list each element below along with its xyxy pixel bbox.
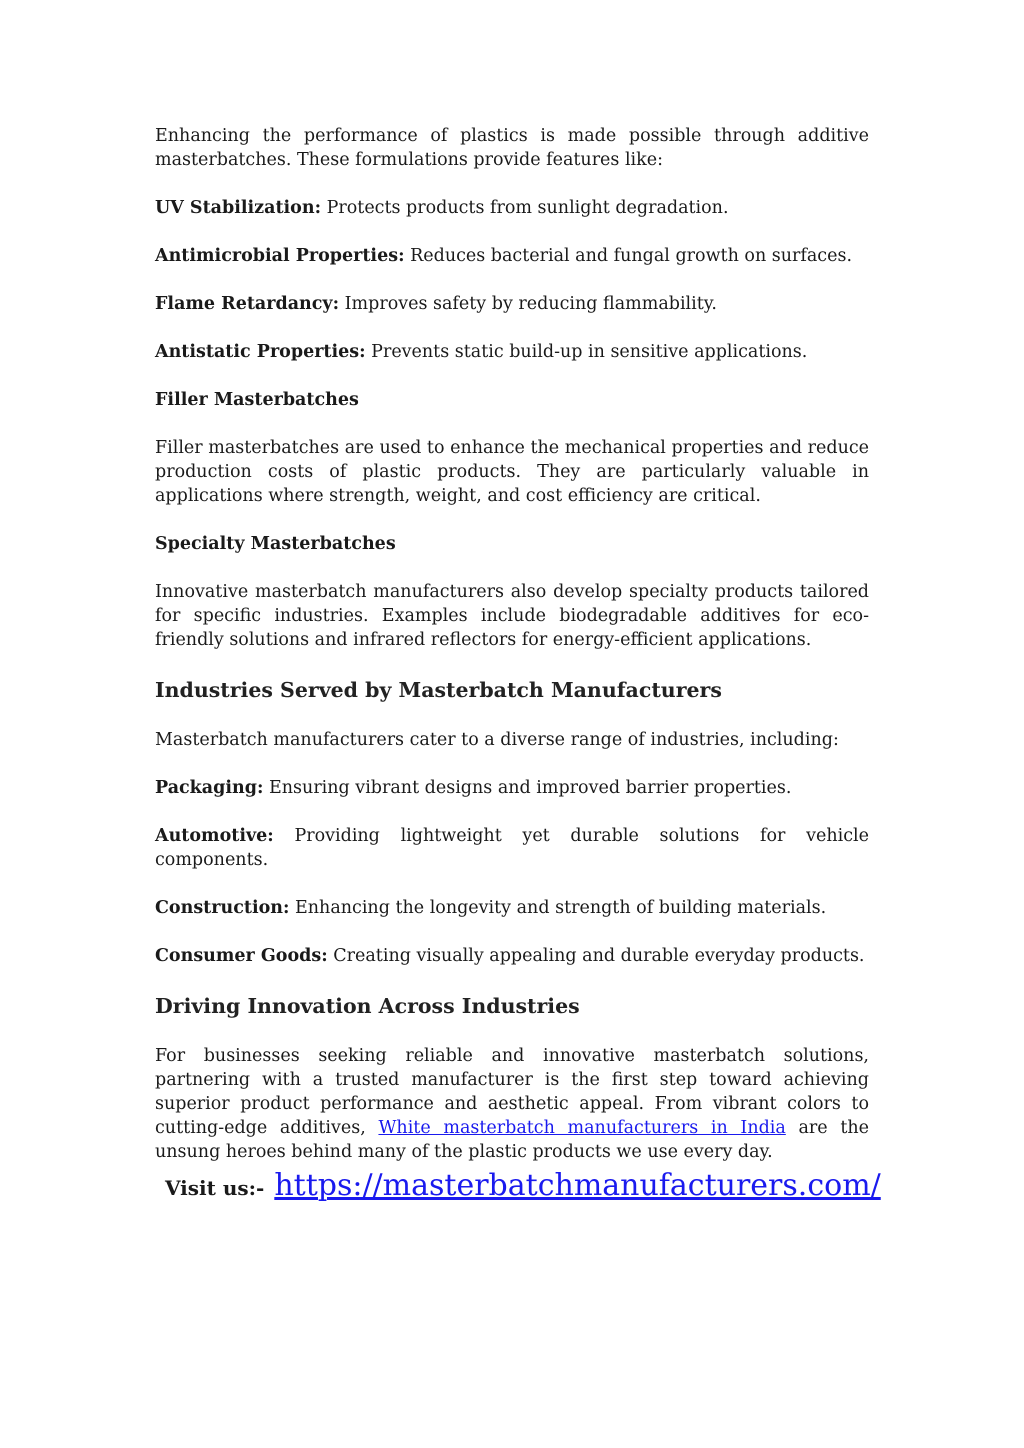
industry-term: Packaging: — [155, 778, 264, 798]
industry-term: Automotive: — [155, 826, 274, 846]
industry-description: Creating visually appealing and durable everyday products. — [327, 946, 865, 966]
feature-uv-stabilization — [155, 196, 869, 220]
industry-packaging — [155, 776, 869, 800]
industry-description: Enhancing the longevity and strength of building materials. — [289, 898, 827, 918]
specialty-paragraph: Innovative masterbatch manufacturers also develop specialty products tailored for specific industries. Examples include biodegradable additives for eco-friendly solutions and infrared reflectors for energy-efficient applications. — [155, 582, 869, 650]
feature-description: Prevents static build-up in sensitive applications. — [365, 342, 808, 362]
feature-description: Protects products from sunlight degradation. — [321, 198, 729, 218]
visit-us-line — [165, 1168, 881, 1203]
feature-term: Antimicrobial Properties: — [155, 246, 405, 266]
industry-consumer-goods — [155, 944, 869, 968]
feature-term: Flame Retardancy: — [155, 294, 340, 314]
feature-flame-retardancy — [155, 292, 869, 316]
feature-description: Improves safety by reducing flammability. — [339, 294, 717, 314]
feature-antistatic — [155, 340, 869, 364]
document-body — [155, 124, 869, 1188]
industry-term: Consumer Goods: — [155, 946, 328, 966]
feature-term: UV Stabilization: — [155, 198, 322, 218]
industries-intro: Masterbatch manufacturers cater to a diverse range of industries, including: — [155, 730, 839, 750]
innovation-text-after: are the unsung heroes behind many of the plastic products we use every day. — [155, 1118, 869, 1162]
industry-description: Providing lightweight yet durable solutions for vehicle components. — [155, 826, 869, 870]
filler-paragraph: Filler masterbatches are used to enhance the mechanical properties and reduce production costs of plastic products. They are particularly valuable in applications where strength, weight, and cost efficiency are critical. — [155, 438, 869, 506]
feature-antimicrobial — [155, 244, 869, 268]
feature-description: Reduces bacterial and fungal growth on surfaces. — [404, 246, 853, 266]
filler-heading: Filler Masterbatches — [155, 390, 359, 410]
white-masterbatch-link[interactable]: White masterbatch manufacturers in India — [378, 1118, 786, 1138]
innovation-heading: Driving Innovation Across Industries — [155, 994, 580, 1018]
feature-term: Antistatic Properties: — [155, 342, 366, 362]
specialty-heading: Specialty Masterbatches — [155, 534, 396, 554]
website-link[interactable]: https://masterbatchmanufacturers.com/ — [274, 1168, 881, 1203]
industries-heading: Industries Served by Masterbatch Manufacturers — [155, 678, 722, 702]
industry-term: Construction: — [155, 898, 290, 918]
intro-paragraph: Enhancing the performance of plastics is made possible through additive masterbatches. These formulations provide features like: — [155, 126, 869, 170]
industry-construction — [155, 896, 869, 920]
innovation-paragraph — [155, 1044, 869, 1164]
visit-us-label: Visit us:- — [165, 1176, 265, 1200]
industry-automotive — [155, 824, 869, 872]
industry-description: Ensuring vibrant designs and improved barrier properties. — [263, 778, 792, 798]
innovation-text-before: For businesses seeking reliable and innovative masterbatch solutions, partnering with a trusted manufacturer is the first step toward achieving superior product performance and aesthetic appeal. From vibrant colors to cutting-edge additives, — [155, 1046, 869, 1138]
